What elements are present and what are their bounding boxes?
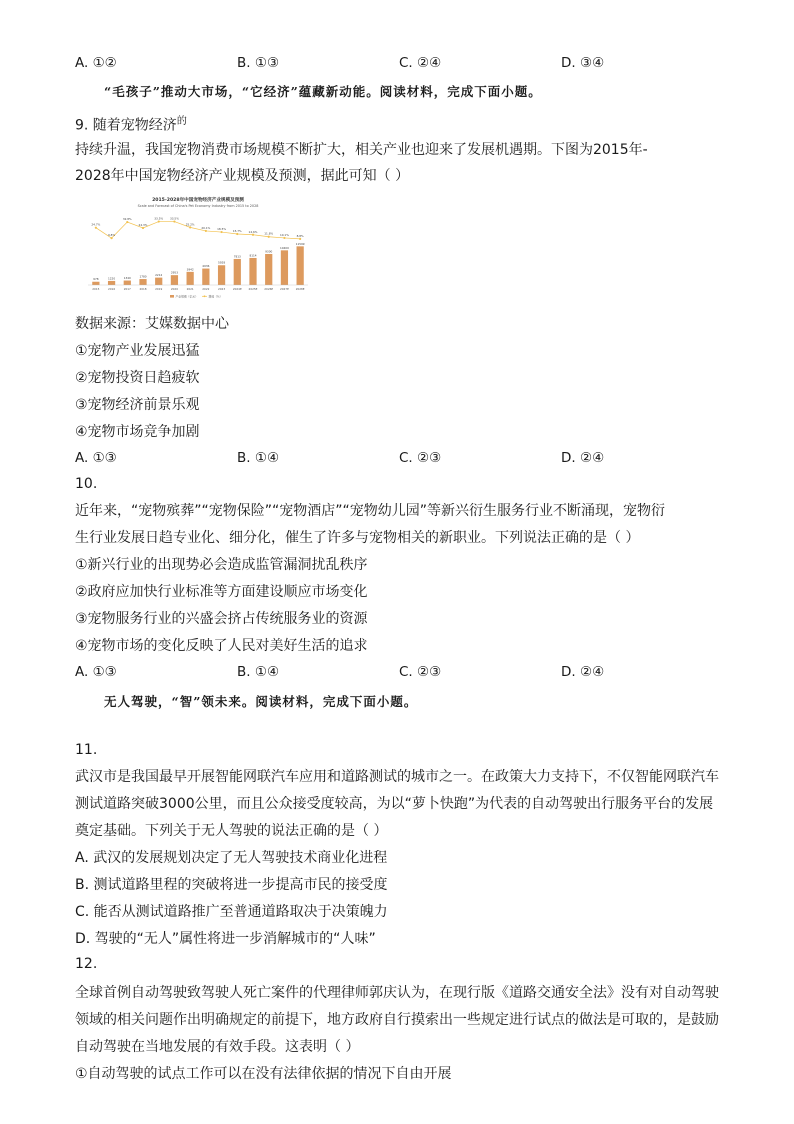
material-intro-pets: “毛孩子”推动大市场，“它经济”蕴藏新动能。阅读材料，完成下面小题。 — [104, 84, 542, 99]
x-tick-label: 2020 — [170, 287, 178, 291]
q11-stem-line-1: 武汉市是我国最早开展智能网联汽车应用和道路测试的城市之一。在政策大力支持下，不仅智能网联汽车 — [75, 769, 719, 785]
growth-point — [110, 237, 112, 239]
bar — [187, 272, 194, 285]
growth-point — [158, 220, 160, 222]
x-tick-label: 2026E — [264, 287, 274, 291]
option-c[interactable]: C. ②③ — [399, 450, 442, 466]
material-intro-autonomous: 无人驾驶，“智”领未来。阅读材料，完成下面小题。 — [104, 694, 418, 709]
growth-point — [189, 226, 191, 228]
growth-point — [142, 227, 144, 229]
bar-series — [92, 242, 305, 285]
bar-value-label: 2212 — [155, 273, 163, 278]
growth-value-label: 32.8% — [122, 217, 132, 222]
growth-value-label: 11.8% — [264, 231, 274, 236]
bar-value-label: 5928 — [218, 260, 226, 265]
option-a[interactable]: A. ①③ — [75, 664, 117, 680]
bar — [202, 269, 209, 285]
growth-point — [173, 220, 175, 222]
bar-value-label: 3942 — [186, 267, 194, 272]
bar — [124, 281, 131, 285]
growth-point — [236, 233, 238, 235]
growth-point — [95, 227, 97, 229]
bar — [265, 254, 272, 285]
growth-value-label: 33.5% — [169, 216, 179, 221]
bar-value-label: 11599 — [295, 241, 305, 246]
growth-line-series — [91, 217, 304, 240]
legend-label-line: 增速（%） — [208, 294, 223, 299]
q9-heading-text: 9. 随着宠物经济 — [75, 117, 177, 134]
growth-value-label: 33.5% — [154, 216, 164, 221]
bar-value-label: 4936 — [202, 264, 210, 269]
option-a[interactable]: A. ①③ — [75, 450, 117, 466]
q9-statement-3: ③宠物经济前景乐观 — [75, 397, 200, 413]
bar — [297, 246, 304, 285]
q10-stem-line-1: 近年来，“宠物殡葬”“宠物保险”“宠物酒店”“宠物幼儿园”等新兴衍生服务行业不断涌现，宠物衍 — [75, 503, 666, 519]
option-c[interactable]: C. ②③ — [399, 664, 442, 680]
bar — [171, 275, 178, 285]
option-d[interactable]: D. ③④ — [561, 55, 605, 71]
growth-point — [299, 238, 301, 240]
q8-options — [75, 55, 715, 75]
q10-statement-2: ②政府应加快行业标准等方面建设顺应市场变化 — [75, 584, 368, 600]
bar-value-label: 7813 — [233, 254, 241, 259]
q11-option-c[interactable]: C. 能否从测试道路推广至普通道路取决于决策魄力 — [75, 904, 388, 920]
bar — [249, 258, 256, 285]
growth-point — [220, 231, 222, 233]
x-tick-label: 2016 — [108, 287, 116, 291]
bar — [139, 279, 146, 285]
bar — [234, 259, 241, 285]
q9-source: 数据来源：艾媒数据中心 — [75, 316, 229, 332]
x-tick-label: 2025E — [248, 287, 258, 291]
q12-stem-line-3: 自动驾驶在当地发展的有效手段。这表明（ ） — [75, 1039, 360, 1055]
q9-stem-line-2: 2028年中国宠物经济产业规模及预测，据此可知（ ） — [75, 168, 410, 184]
x-tick-label: 2017 — [123, 287, 131, 291]
q11-option-b[interactable]: B. 测试道路里程的突破将进一步提高市民的接受度 — [75, 877, 388, 893]
q12-statement-1: ①自动驾驶的试点工作可以在没有法律依据的情况下自由开展 — [75, 1066, 452, 1082]
bar-value-label: 1220 — [108, 276, 116, 281]
q10-statement-4: ④宠物市场的变化反映了人民对美好生活的追求 — [75, 638, 368, 654]
x-axis-labels — [92, 287, 305, 291]
bar-value-label: 1780 — [139, 274, 147, 279]
x-tick-label: 2028E — [295, 287, 305, 291]
q11-number: 11. — [75, 742, 98, 758]
growth-point — [268, 236, 270, 238]
growth-value-label: 15.7% — [232, 229, 242, 234]
bar-value-label: 1340 — [123, 276, 131, 281]
growth-value-label: 14.6% — [248, 229, 258, 234]
growth-value-label: 24.7% — [91, 222, 101, 227]
x-tick-label: 2015 — [92, 287, 100, 291]
legend-label-bar: 产业规模（亿元） — [175, 294, 198, 299]
q9-statement-2: ②宠物投资日趋疲软 — [75, 370, 200, 386]
q10-options — [75, 664, 715, 684]
option-d[interactable]: D. ②④ — [561, 664, 605, 680]
x-tick-label: 2019 — [155, 287, 163, 291]
q9-statement-4: ④宠物市场竞争加剧 — [75, 424, 200, 440]
growth-value-label: 25.2% — [185, 222, 195, 227]
pet-economy-chart — [80, 193, 316, 305]
q10-statement-1: ①新兴行业的出现势必会造成监管漏洞扰乱秩序 — [75, 557, 368, 573]
q9-stem-line-1: 持续升温，我国宠物消费市场规模不断扩大，相关产业也迎来了发展机遇期。下图为2015年- — [75, 142, 648, 158]
q11-stem-line-2: 测试道路突破3000公里，而且公众接受度较高，为以“萝卜快跑”为代表的自动驾驶出行服务平台的发展 — [75, 796, 714, 812]
growth-point — [283, 237, 285, 239]
chart-legend — [170, 294, 222, 298]
q10-stem-line-2: 生行业发展日趋专业化、细分化，催生了许多与宠物相关的新职业。下列说法正确的是（ ） — [75, 530, 640, 546]
q12-number: 12. — [75, 956, 98, 972]
x-tick-label: 2023 — [218, 287, 226, 291]
q11-option-d[interactable]: D. 驾驶的“无人”属性将进一步消解城市的“人味” — [75, 931, 376, 947]
chart-subtitle: Scale and Forecast of China's Pet Economy Industry from 2015 to 2028 — [137, 204, 259, 208]
q10-statement-3: ③宠物服务行业的兴盛会挤占传统服务业的资源 — [75, 611, 368, 627]
bar — [218, 265, 225, 285]
growth-value-label: 24.3% — [138, 222, 148, 227]
q12-stem-line-1: 全球首例自动驾驶致驾驶人死亡案件的代理律师郭庆认为，在现行版《道路交通安全法》没有对自动驾驶 — [75, 985, 719, 1001]
bar — [155, 278, 162, 285]
growth-value-label: 9.8% — [108, 233, 116, 238]
option-b[interactable]: B. ①③ — [237, 55, 280, 71]
chart-title: 2015-2028年中国宠物经济产业规模及预测 — [152, 198, 244, 203]
q11-stem-line-3: 奠定基础。下列关于无人驾驶的说法正确的是（ ） — [75, 823, 388, 839]
bar-value-label: 10400 — [279, 245, 289, 250]
q9-options — [75, 450, 715, 470]
q10-number: 10. — [75, 476, 98, 492]
bar-value-label: 8114 — [249, 253, 257, 258]
option-a[interactable]: A. ①② — [75, 55, 117, 71]
legend-swatch-point — [204, 295, 206, 297]
bar — [108, 281, 115, 285]
x-tick-label: 2021 — [186, 287, 194, 291]
legend-swatch-bar — [170, 295, 174, 298]
option-b[interactable]: B. ①④ — [237, 450, 280, 466]
bar — [281, 250, 288, 285]
growth-point — [126, 221, 128, 223]
option-c[interactable]: C. ②④ — [399, 55, 442, 71]
x-tick-label: 2022 — [202, 287, 210, 291]
q11-option-a[interactable]: A. 武汉的发展规划决定了无人驾驶技术商业化进程 — [75, 850, 388, 866]
growth-point — [205, 230, 207, 232]
growth-value-label: 8.8% — [296, 233, 304, 238]
q9-heading — [75, 112, 187, 136]
x-tick-label: 2018 — [139, 287, 147, 291]
bar-value-label: 978 — [93, 277, 99, 282]
growth-point — [252, 234, 254, 236]
q9-statement-1: ①宠物产业发展迅猛 — [75, 343, 200, 359]
bar-value-label: 9300 — [265, 249, 273, 254]
growth-value-label: 18.5% — [217, 227, 227, 232]
q12-stem-line-2: 领域的相关问题作出明确规定的前提下，地方政府自行摸索出一些规定进行试点的做法是可取的，是鼓励 — [75, 1012, 719, 1028]
growth-value-label: 20.1% — [201, 225, 211, 230]
bar — [92, 282, 99, 285]
q9-heading-sup: 的 — [176, 116, 187, 127]
x-tick-label: 2027E — [279, 287, 289, 291]
option-d[interactable]: D. ②④ — [561, 450, 605, 466]
option-b[interactable]: B. ①④ — [237, 664, 280, 680]
growth-value-label: 10.1% — [279, 232, 289, 237]
bar-value-label: 2953 — [170, 270, 178, 275]
x-tick-label: 2024E — [232, 287, 242, 291]
